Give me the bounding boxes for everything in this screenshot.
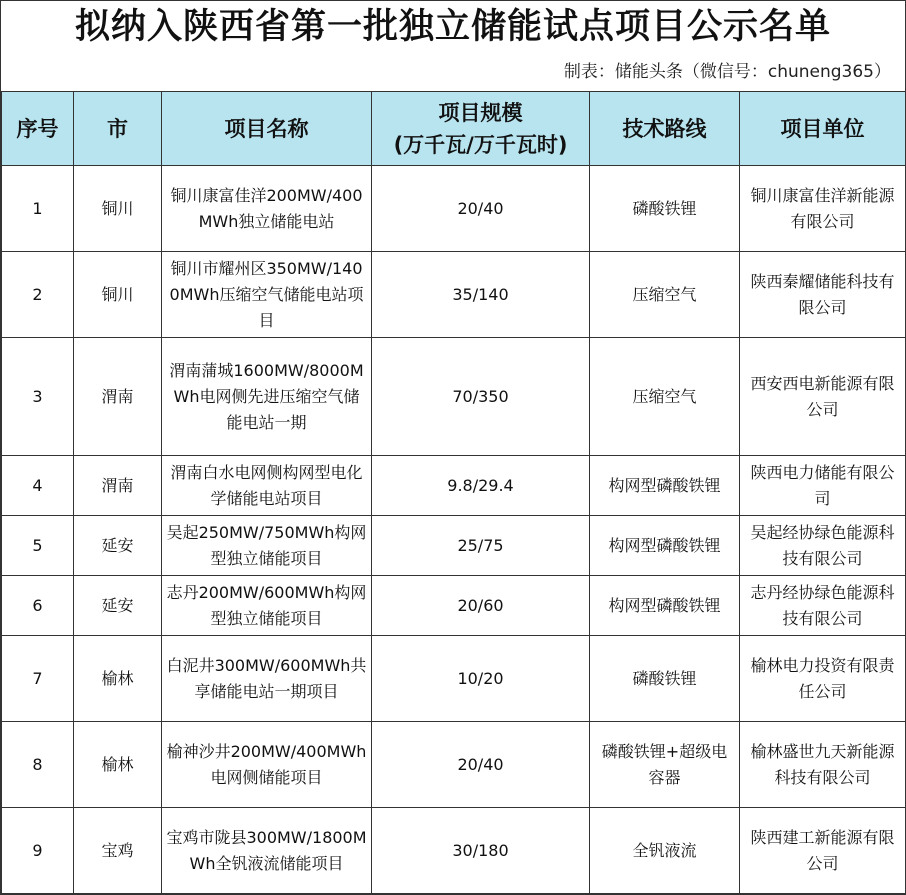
table-row [2,636,906,722]
cell-name: 铜川康富佳洋200MW/400MWh独立储能电站 [162,166,372,252]
cell-name: 铜川市耀州区350MW/1400MWh压缩空气储能电站项目 [162,252,372,338]
cell-name: 榆神沙井200MW/400MWh 电网侧储能项目 [162,722,372,808]
table-row [2,252,906,338]
cell-city: 渭南 [74,456,162,516]
header-unit: 项目单位 [740,92,906,166]
header-name: 项目名称 [162,92,372,166]
cell-index: 3 [2,338,74,456]
cell-tech: 磷酸铁锂 [590,636,740,722]
project-table [1,91,906,894]
cell-unit: 西安西电新能源有限公司 [740,338,906,456]
cell-index: 7 [2,636,74,722]
cell-name: 志丹200MW/600MWh构网型独立储能项目 [162,576,372,636]
cell-tech: 磷酸铁锂+超级电容器 [590,722,740,808]
cell-scale: 20/60 [372,576,590,636]
cell-index: 5 [2,516,74,576]
cell-name: 吴起250MW/750MWh构网型独立储能项目 [162,516,372,576]
cell-name: 渭南白水电网侧构网型电化学储能电站项目 [162,456,372,516]
cell-tech: 磷酸铁锂 [590,166,740,252]
cell-unit: 榆林电力投资有限责任公司 [740,636,906,722]
cell-city: 榆林 [74,636,162,722]
cell-scale: 10/20 [372,636,590,722]
cell-unit: 陕西秦耀储能科技有限公司 [740,252,906,338]
cell-city: 榆林 [74,722,162,808]
cell-index: 2 [2,252,74,338]
header-scale [372,92,590,166]
cell-unit: 榆林盛世九天新能源科技有限公司 [740,722,906,808]
table-row [2,576,906,636]
header-index: 序号 [2,92,74,166]
cell-tech: 构网型磷酸铁锂 [590,516,740,576]
cell-scale: 70/350 [372,338,590,456]
cell-unit: 志丹经协绿色能源科技有限公司 [740,576,906,636]
cell-index: 9 [2,808,74,894]
table-row [2,516,906,576]
header-tech: 技术路线 [590,92,740,166]
cell-scale: 25/75 [372,516,590,576]
cell-city: 延安 [74,516,162,576]
table-row [2,338,906,456]
cell-scale: 35/140 [372,252,590,338]
cell-city: 铜川 [74,166,162,252]
cell-index: 1 [2,166,74,252]
cell-index: 4 [2,456,74,516]
maker-credit: 制表：储能头条（微信号：chuneng365） [563,62,891,82]
cell-scale: 20/40 [372,166,590,252]
header-city: 市 [74,92,162,166]
cell-name: 宝鸡市陇县300MW/1800MWh全钒液流储能项目 [162,808,372,894]
cell-city: 宝鸡 [74,808,162,894]
header-row [2,92,906,166]
cell-scale: 30/180 [372,808,590,894]
cell-tech: 压缩空气 [590,252,740,338]
page-title: 拟纳入陕西省第一批独立储能试点项目公示名单 [74,7,831,47]
cell-tech: 构网型磷酸铁锂 [590,576,740,636]
cell-unit: 陕西建工新能源有限公司 [740,808,906,894]
cell-unit: 陕西电力储能有限公司 [740,456,906,516]
cell-tech: 压缩空气 [590,338,740,456]
cell-city: 铜川 [74,252,162,338]
header-scale-line1: 项目规模 [438,100,523,125]
cell-tech: 全钒液流 [590,808,740,894]
cell-index: 6 [2,576,74,636]
table-row [2,808,906,894]
cell-name: 渭南蒲城1600MW/8000MWh电网侧先进压缩空气储能电站一期 [162,338,372,456]
header-scale-line2: (万千瓦/万千瓦时) [393,132,568,157]
table-row [2,722,906,808]
table-row [2,456,906,516]
cell-city: 渭南 [74,338,162,456]
cell-scale: 9.8/29.4 [372,456,590,516]
cell-unit: 吴起经协绿色能源科技有限公司 [740,516,906,576]
cell-index: 8 [2,722,74,808]
cell-unit: 铜川康富佳洋新能源有限公司 [740,166,906,252]
cell-scale: 20/40 [372,722,590,808]
cell-tech: 构网型磷酸铁锂 [590,456,740,516]
cell-name: 白泥井300MW/600MWh共享储能电站一期项目 [162,636,372,722]
table-row [2,166,906,252]
cell-city: 延安 [74,576,162,636]
